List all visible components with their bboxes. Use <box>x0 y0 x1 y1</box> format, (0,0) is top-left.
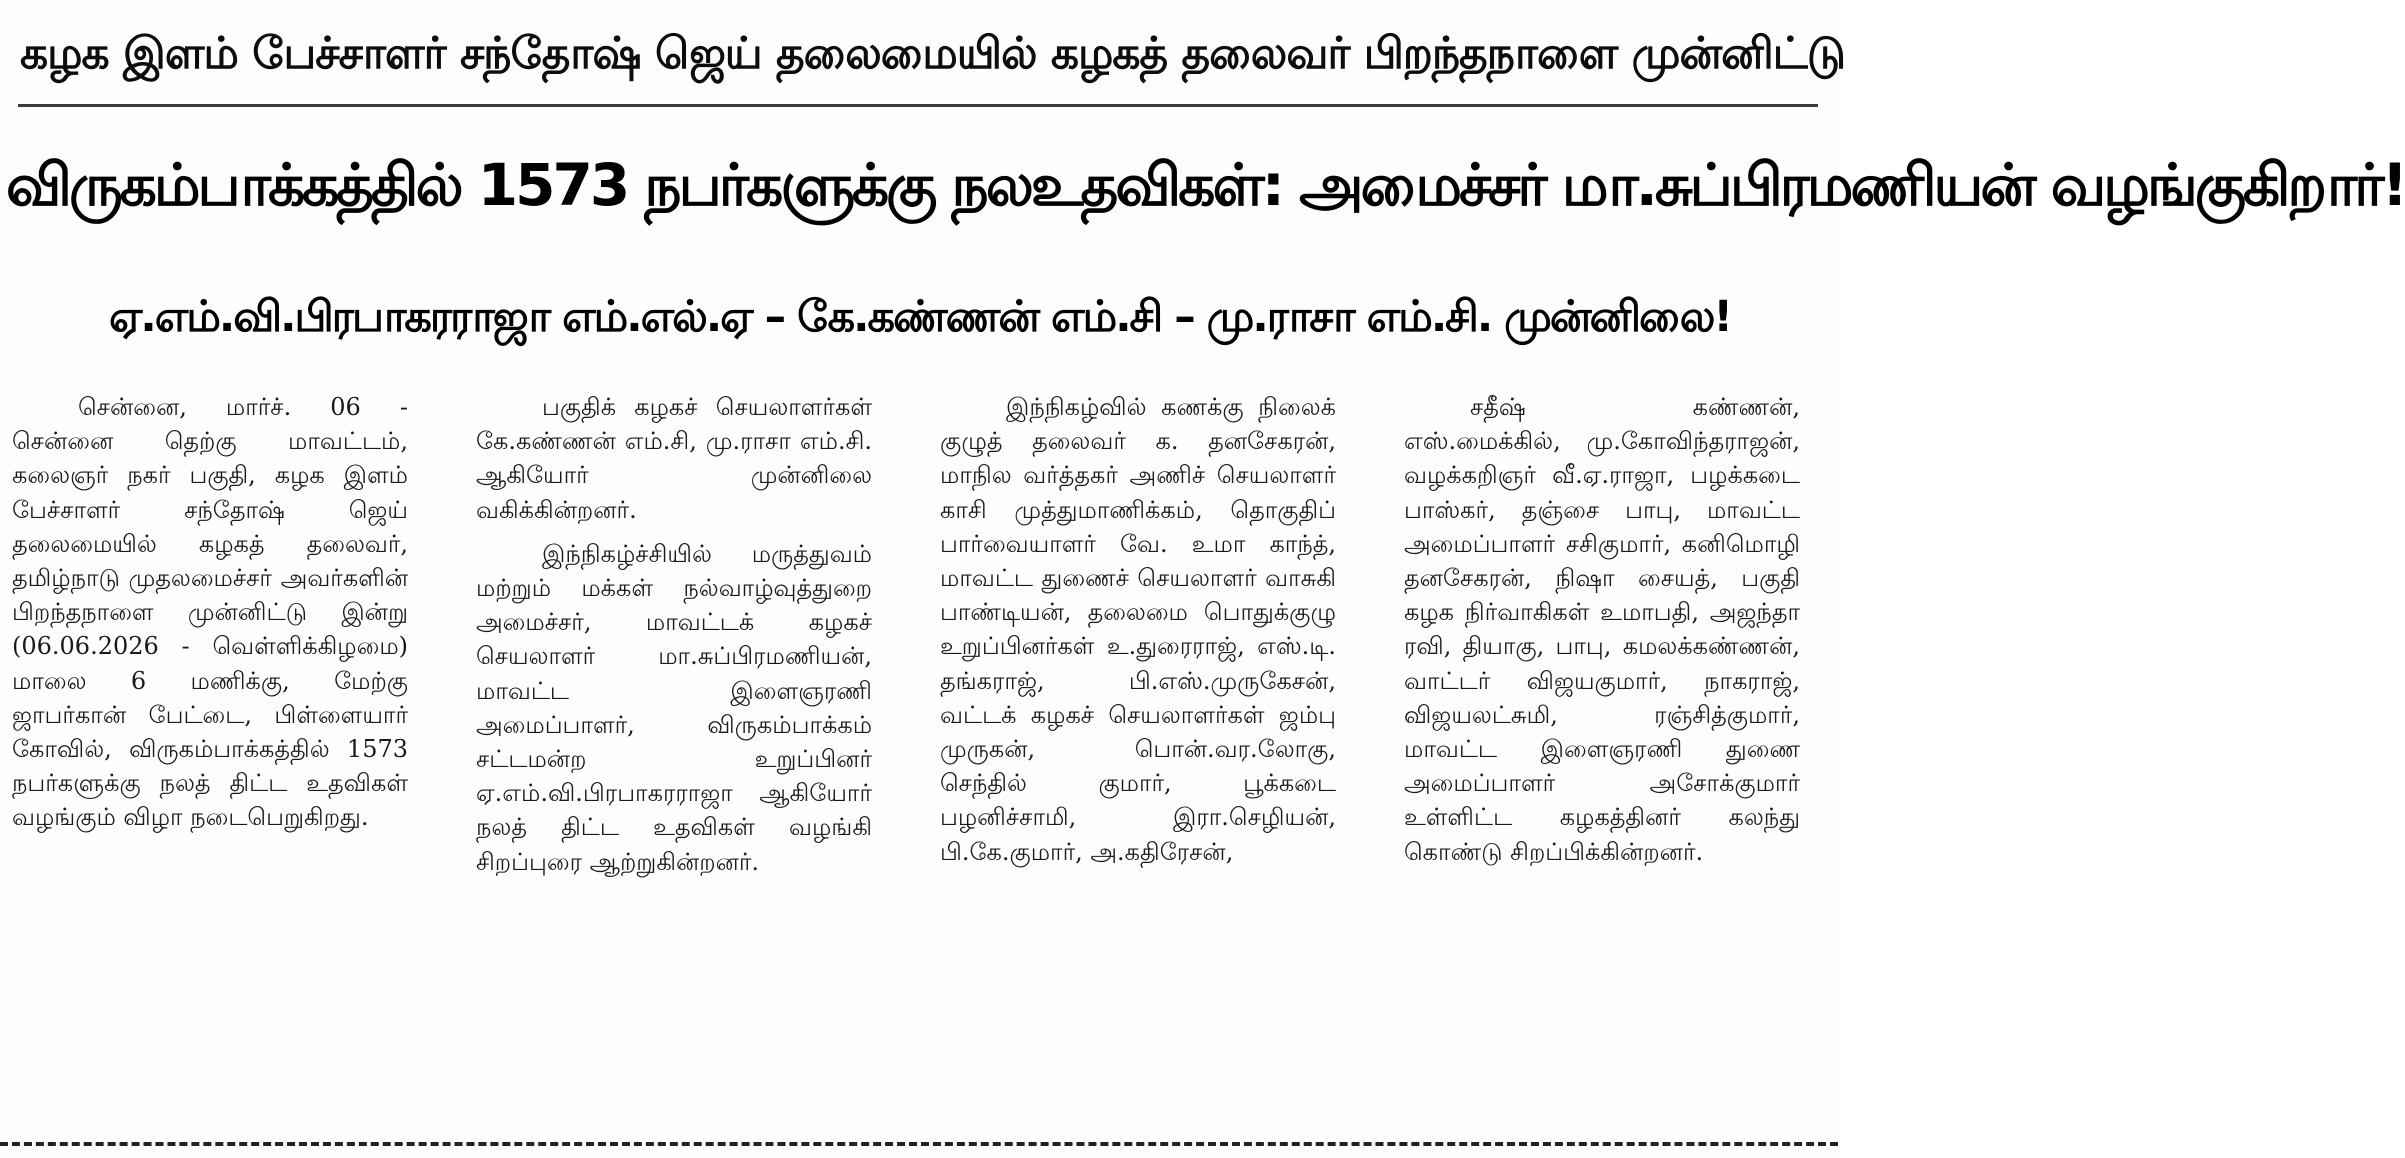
kicker-divider <box>18 104 1818 107</box>
body-paragraph: பகுதிக் கழகச் செயலாளர்கள் கே.கண்ணன் எம்.சி, மு.ராசா எம்.சி. ஆகியோர் முன்னிலை வகிக்கின்றனர். <box>476 393 872 524</box>
cut-line-divider <box>0 1142 1838 1146</box>
kicker-line: கழக இளம் பேச்சாளர் சந்தோஷ் ஜெய் தலைமையில் கழகத் தலைவர் பிறந்தநாளை முன்னிட்டு <box>20 28 1846 79</box>
body-column-4 <box>1392 390 1812 1122</box>
subheadline: ஏ.எம்.வி.பிரபாகரராஜா எம்.எல்.ஏ – கே.கண்ணன் எம்.சி – மு.ராசா எம்.சி. முன்னிலை! <box>108 292 1732 342</box>
body-column-2 <box>464 390 884 1122</box>
body-column-1 <box>0 390 420 1122</box>
body-paragraph: இந்நிகழ்வில் கணக்கு நிலைக் குழுத் தலைவர் க. தனசேகரன், மாநில வர்த்தகர் அணிச் செயலாளர் காசி முத்துமாணிக்கம், தொகுதிப் பார்வையாளர் வே. உமா காந்த், மாவட்ட துணைச் செயலாளர் வாசுகி பாண்டியன், தலைமை பொதுக்குழு உறுப்பினர்கள் உ.துரைராஜ், எஸ்.டி. தங்கராஜ், பி.எஸ்.முருகேசன், வட்டக் கழகச் செயலாளர்கள் ஜம்பு முருகன், பொன்.வர.லோகு, செந்தில் குமார், பூக்கடை பழனிச்சாமி, இரா.செழியன், பி.கே.குமார், அ.கதிரேசன், <box>940 393 1336 866</box>
headline: விருகம்பாக்கத்தில் 1573 நபர்களுக்கு நலஉதவிகள்: அமைச்சர் மா.சுப்பிரமணியன் வழங்குகிறார்! <box>6 151 2405 219</box>
body-paragraph: சென்னை, மார்ச். 06 - சென்னை தெற்கு மாவட்டம், கலைஞர் நகர் பகுதி, கழக இளம் பேச்சாளர் சந்தோஷ் ஜெய் தலைமையில் கழகத் தலைவர், தமிழ்நாடு முதலமைச்சர் அவர்களின் பிறந்தநாளை முன்னிட்டு இன்று (06.06.2026 - வெள்ளிக்கிழமை) மாலை 6 மணிக்கு, மேற்கு ஜாபர்கான் பேட்டை, பிள்ளையார் கோவில், விருகம்பாக்கத்தில் 1573 நபர்களுக்கு நலத் திட்ட உதவிகள் வழங்கும் விழா நடைபெறுகிறது. <box>12 393 408 832</box>
article-body <box>0 390 1838 1122</box>
body-paragraph: சதீஷ் கண்ணன், எஸ்.மைக்கில், மு.கோவிந்தராஜன், வழக்கறிஞர் வீ.ஏ.ராஜா, பழக்கடை பாஸ்கர், தஞ்சை பாபு, மாவட்ட அமைப்பாளர் சசிகுமார், கனிமொழி தனசேகரன், நிஷா சையத், பகுதி கழக நிர்வாகிகள் உமாபதி, அஜந்தா ரவி, தியாகு, பாபு, கமலக்கண்ணன், வாட்டர் விஜயகுமார், நாகராஜ், விஜயலட்சுமி, ரஞ்சித்குமார், மாவட்ட இளைஞரணி துணை அமைப்பாளர் அசோக்குமார் உள்ளிட்ட கழகத்தினர் கலந்து கொண்டு சிறப்பிக்கின்றனர். <box>1404 393 1800 866</box>
body-paragraph: இந்நிகழ்ச்சியில் மருத்துவம் மற்றும் மக்கள் நல்வாழ்வுத்துறை அமைச்சர், மாவட்டக் கழகச் செயலாளர் மா.சுப்பிரமணியன், மாவட்ட இளைஞரணி அமைப்பாளர், விருகம்பாக்கம் சட்டமன்ற உறுப்பினர் ஏ.எம்.வி.பிரபாகரராஜா ஆகியோர் நலத் திட்ட உதவிகள் வழங்கி சிறப்புரை ஆற்றுகின்றனர். <box>476 539 872 876</box>
body-column-3 <box>928 390 1348 1122</box>
